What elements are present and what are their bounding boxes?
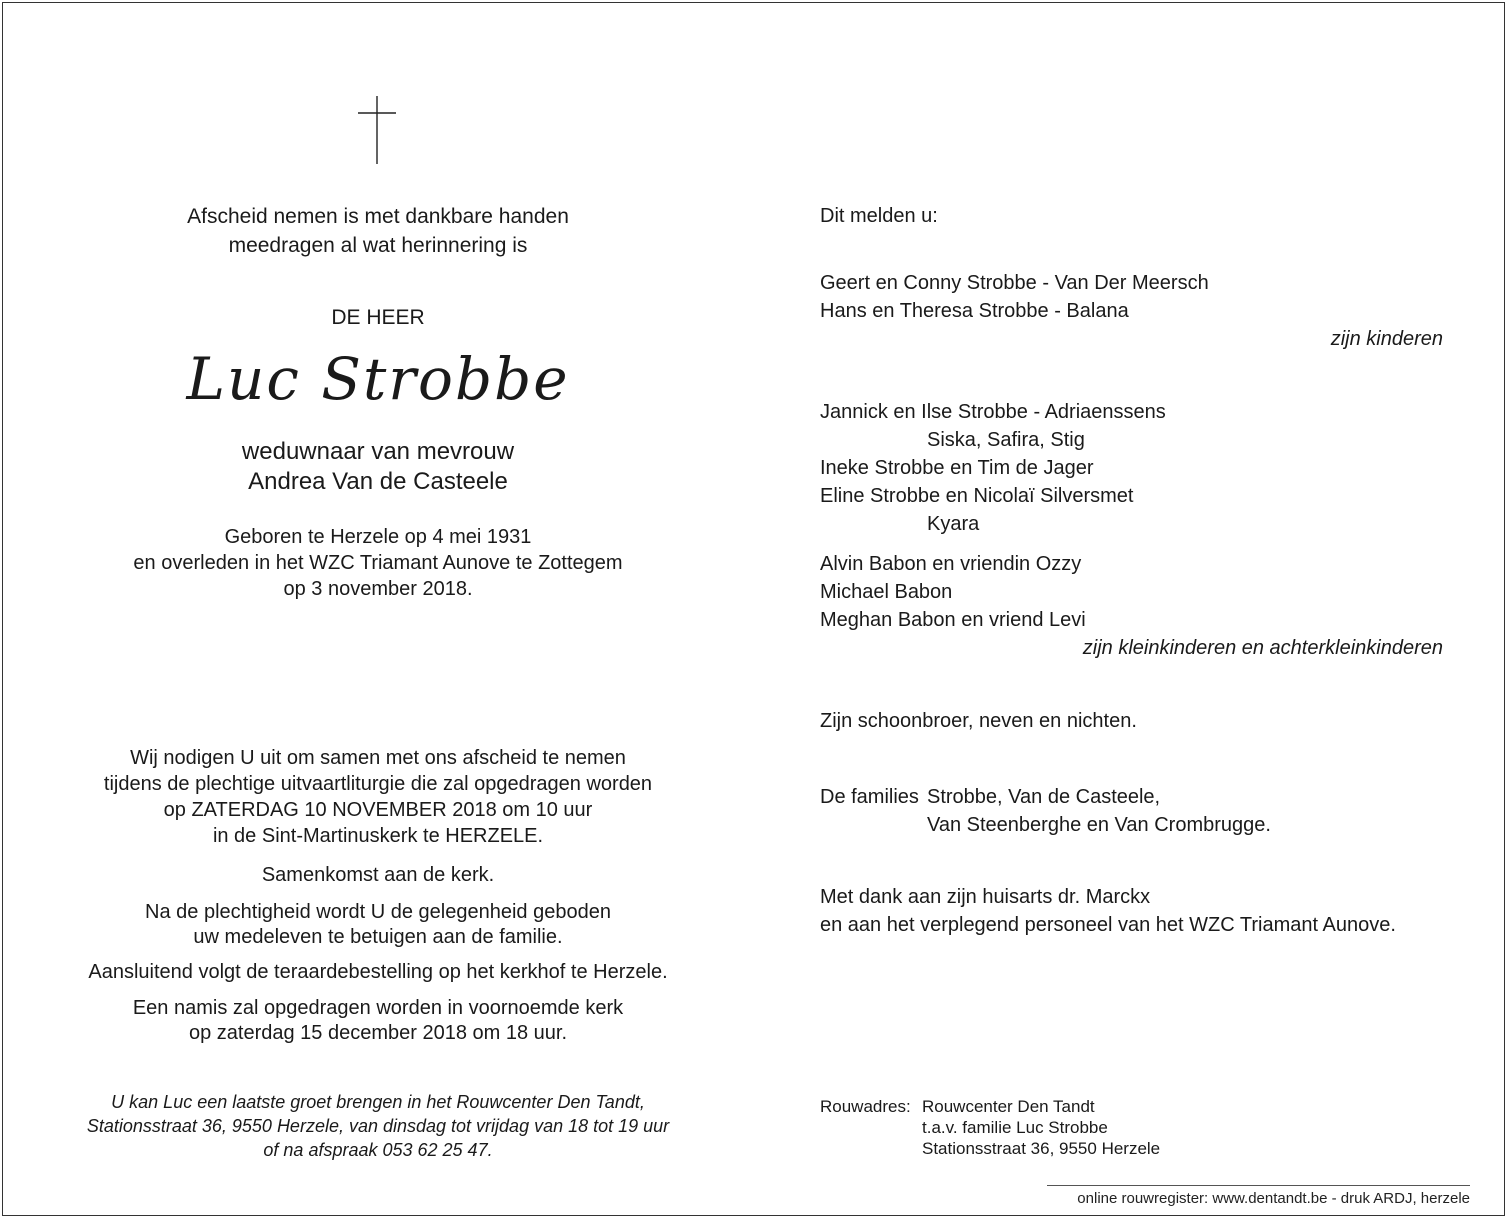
spouse-line-2: Andrea Van de Casteele <box>248 468 508 495</box>
birth-death-line-1: Geboren te Herzele op 4 mei 1931 <box>224 526 532 548</box>
thanks-line-1: Met dank aan zijn huisarts dr. Marckx <box>820 886 1151 908</box>
invitation-line-2: tijdens de plechtige uitvaartliturgie die zal opgedragen worden <box>103 773 653 795</box>
visit-line-1: U kan Luc een laatste groet brengen in het Rouwcenter Den Tandt, <box>111 1092 645 1112</box>
honorific-title: DE HEER <box>331 306 425 329</box>
children-label: zijn kinderen <box>1330 328 1443 350</box>
inlaws-text: Zijn schoonbroer, neven en nichten. <box>820 710 1137 732</box>
footer-text: online rouwregister: www.dentandt.be - druk ARDJ, herzele <box>1077 1190 1470 1207</box>
address-line-1: Rouwcenter Den Tandt <box>922 1097 1095 1116</box>
birth-death-line-2: en overleden in het WZC Triamant Aunove te Zottegem <box>133 552 623 574</box>
thanks-line-2: en aan het verplegend personeel van het WZC Triamant Aunove. <box>820 914 1396 936</box>
cross-icon <box>358 96 396 166</box>
burial-text: Aansluitend volgt de teraardebestelling op het kerkhof te Herzele. <box>88 961 668 983</box>
birth-death-line-3: op 3 november 2018. <box>283 578 473 600</box>
invitation-line-3: op ZATERDAG 10 NOVEMBER 2018 om 10 uur <box>163 799 593 821</box>
grandchild2-line-1: Alvin Babon en vriendin Ozzy <box>820 553 1082 575</box>
child-line-1: Geert en Conny Strobbe - Van Der Meersch <box>820 272 1209 294</box>
quote-line-1: Afscheid nemen is met dankbare handen <box>187 205 569 228</box>
grandchild2-line-2: Michael Babon <box>820 581 953 603</box>
condolences-line-1: Na de plechtigheid wordt U de gelegenheid geboden <box>145 901 611 923</box>
families-line-2: Van Steenberghe en Van Crombrugge. <box>927 814 1271 836</box>
address-line-2: t.a.v. familie Luc Strobbe <box>922 1118 1108 1137</box>
grandchild-line-3: Ineke Strobbe en Tim de Jager <box>820 457 1094 479</box>
visit-line-3: of na afspraak 053 62 25 47. <box>263 1140 493 1160</box>
gathering-text: Samenkomst aan de kerk. <box>261 864 495 886</box>
families-prefix: De families <box>820 786 919 808</box>
quote-line-2: meedragen al wat herinnering is <box>228 234 528 257</box>
child-line-2: Hans en Theresa Strobbe - Balana <box>820 300 1129 322</box>
invitation-line-4: in de Sint-Martinuskerk te HERZELE. <box>212 825 544 847</box>
grandchild2-line-3: Meghan Babon en vriend Levi <box>820 609 1086 631</box>
footer-divider <box>1047 1185 1470 1186</box>
invitation-line-1: Wij nodigen U uit om samen met ons afscheid te nemen <box>130 747 626 769</box>
visit-line-2: Stationsstraat 36, 9550 Herzele, van dinsdag tot vrijdag van 18 tot 19 uur <box>86 1116 670 1136</box>
mass-line-1: Een namis zal opgedragen worden in voornoemde kerk <box>132 997 624 1019</box>
spouse-line-1: weduwnaar van mevrouw <box>241 438 515 465</box>
families-line-1: Strobbe, Van de Casteele, <box>927 786 1161 808</box>
condolences-line-2: uw medeleven te betuigen aan de familie. <box>193 926 563 948</box>
announcement-intro: Dit melden u: <box>820 205 938 227</box>
deceased-name: Luc Strobbe <box>186 345 570 413</box>
grandchild-line-1: Jannick en Ilse Strobbe - Adriaenssens <box>820 401 1166 423</box>
address-line-3: Stationsstraat 36, 9550 Herzele <box>922 1139 1161 1158</box>
grandchild-line-2: Siska, Safira, Stig <box>927 429 1085 451</box>
grandchild-line-4: Eline Strobbe en Nicolaï Silversmet <box>820 485 1134 507</box>
address-label: Rouwadres: <box>820 1097 911 1116</box>
mass-line-2: op zaterdag 15 december 2018 om 18 uur. <box>188 1022 568 1044</box>
grandchildren-label: zijn kleinkinderen en achterkleinkinderen <box>1082 637 1443 659</box>
grandchild-line-5: Kyara <box>927 513 980 535</box>
